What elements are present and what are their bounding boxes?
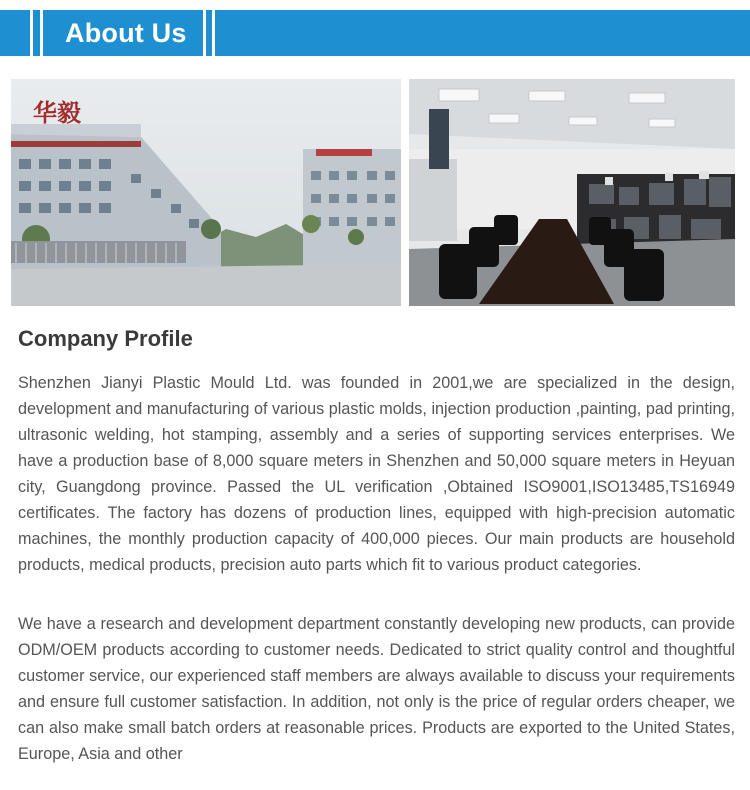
about-us-banner — [0, 0, 750, 56]
banner-stripe — [203, 10, 206, 56]
building-sign: 华毅 — [33, 98, 81, 127]
meeting-room-photo — [409, 79, 735, 306]
banner-stripe — [212, 10, 215, 56]
profile-paragraph: We have a research and development department constantly developing new products, can provide ODM/OEM products according to customer needs. Dedicated to strict quality control and thoughtful customer service, our experienced staff members are always available to discuss your requirements and ensure full customer satisfaction. In addition, not only is the price of regular orders cheaper, we can also make small batch orders at reasonable prices. Products are exported to the United States, Europe, Asia and other — [18, 615, 735, 763]
profile-paragraph: Shenzhen Jianyi Plastic Mould Ltd. was founded in 2001,we are specialized in the design, development and manufacturing of various plastic molds, injection production ,painting, pad printing, ultrasonic welding, hot stamping, assembly and a series of supporting services enterprises. We have a production base of 8,000 square meters in Shenzhen and 50,000 square meters in Heyuan city, Guangdong province. Passed the UL verification ,Obtained ISO9001,ISO13485,TS16949 certificates. The factory has dozens of production lines, equipped with high-precision automatic machines, the monthly production capacity of 400,000 pieces. Our main products are household products, medical products, precision auto parts which fit to various product categories. — [18, 374, 735, 574]
factory-building-photo — [11, 79, 401, 306]
section-heading: Company Profile — [18, 326, 193, 351]
banner-stripe — [40, 10, 43, 56]
page-title: About Us — [65, 18, 187, 48]
banner-stripe — [30, 10, 33, 56]
